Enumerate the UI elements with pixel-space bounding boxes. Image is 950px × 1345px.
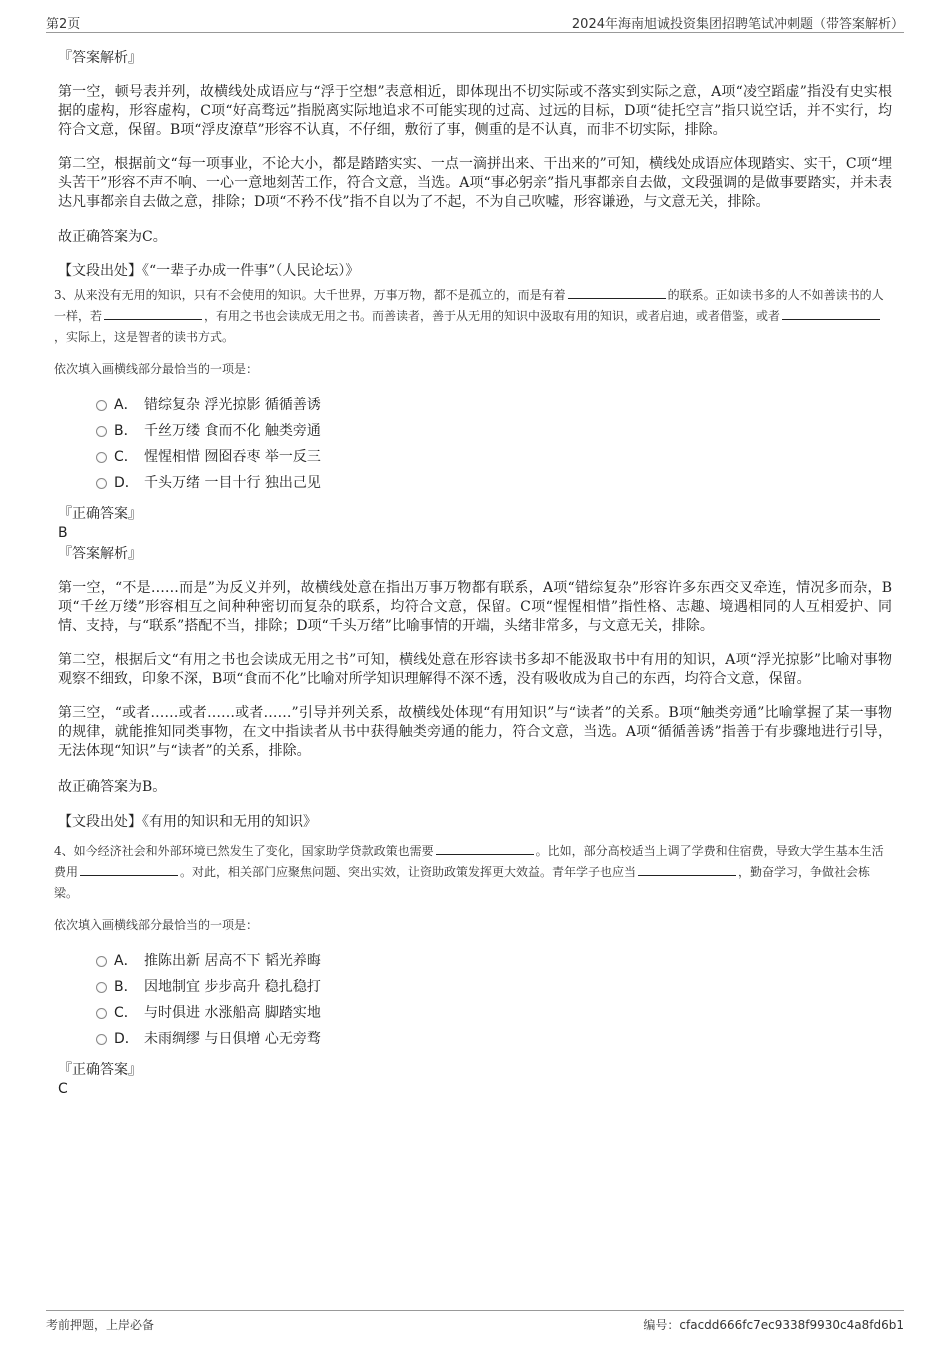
document-id: 编号：cfacdd666fc7ec9338f9930c4a8fd6b1: [643, 1318, 904, 1332]
radio-icon[interactable]: [96, 478, 107, 489]
question-prompt: 依次填入画横线部分最恰当的一项是：: [54, 918, 259, 932]
radio-icon[interactable]: [96, 1008, 107, 1019]
option-text: 未雨绸缪 与日俱增 心无旁骛: [144, 1031, 321, 1047]
page-header: [46, 10, 904, 33]
radio-icon[interactable]: [96, 1034, 107, 1045]
radio-icon[interactable]: [96, 426, 107, 437]
correct-answer: C: [58, 1081, 68, 1097]
option-list: [58, 948, 892, 1052]
stem-text: ，勤奋学习，争做社会栋梁。: [54, 865, 871, 900]
stem-text: 的联系。正如读书多的人不如善读书的人一样，若: [54, 288, 884, 323]
footer-slogan: 考前押题，上岸必备: [46, 1318, 155, 1332]
page-footer: [46, 1310, 904, 1335]
page-content: [54, 44, 892, 1098]
option-c[interactable]: C． 惺惺相惜 囫囵吞枣 举一反三: [58, 444, 892, 470]
option-b[interactable]: B． 因地制宜 步步高升 稳扎稳打: [58, 974, 892, 1000]
correct-answer: B: [58, 525, 68, 541]
option-a[interactable]: A． 错综复杂 浮光掠影 循循善诱: [58, 392, 892, 418]
option-text: 错综复杂 浮光掠影 循循善诱: [144, 397, 321, 413]
question-prompt: 依次填入画横线部分最恰当的一项是：: [54, 362, 259, 376]
option-text: 千头万绪 一目十行 独出己见: [144, 475, 321, 491]
radio-icon[interactable]: [96, 400, 107, 411]
stem-text: ，有用之书也会读成无用之书。而善读者，善于从无用的知识中汲取有用的知识，或者启迪，或者借鉴，或者: [204, 309, 781, 323]
stem-text: 。比如，部分高校适当上调了学费和住宿费，导致大学生基本生活费用: [54, 844, 884, 879]
option-text: 千丝万缕 食而不化 触类旁通: [144, 423, 321, 439]
option-d[interactable]: D． 未雨绸缪 与日俱增 心无旁骛: [58, 1026, 892, 1052]
source-citation: 【文段出处】《有用的知识和无用的知识》: [58, 814, 317, 830]
source-citation: 【文段出处】《“一辈子办成一件事”（人民论坛）》: [58, 263, 360, 279]
analysis-paragraph: 第一空，顿号表并列，故横线处成语应与“浮于空想”表意相近，即体现出不切实际或不落实到实际之意，A项“凌空蹈虚”指没有史实根据的虚构，形容虚构，C项“好高骛远”指脱离实际地追求不可能实现的过高、过远的目标，D项“徒托空言”指只说空话，并不实行，均符合文意，保留。B项“浮皮潦草”形容不认真，不仔细，敷衍了事，侧重的是不认真，而非不切实际，排除。: [58, 84, 892, 138]
option-c[interactable]: C． 与时俱进 水涨船高 脚踏实地: [58, 1000, 892, 1026]
option-text: 推陈出新 居高不下 韬光养晦: [144, 953, 321, 969]
option-b[interactable]: B． 千丝万缕 食而不化 触类旁通: [58, 418, 892, 444]
conclusion: 故正确答案为C。: [58, 229, 167, 245]
radio-icon[interactable]: [96, 982, 107, 993]
fill-blank: [638, 862, 736, 876]
stem-text: 。对此，相关部门应聚焦问题、突出实效，让资助政策发挥更大效益。青年学子也应当: [180, 865, 637, 879]
fill-blank: [104, 306, 202, 320]
fill-blank: [782, 306, 880, 320]
option-d[interactable]: D． 千头万绪 一目十行 独出己见: [58, 470, 892, 496]
question-stem: [54, 285, 892, 348]
option-text: 惺惺相惜 囫囵吞枣 举一反三: [144, 449, 321, 465]
fill-blank: [568, 285, 666, 299]
option-text: 因地制宜 步步高升 稳扎稳打: [144, 979, 321, 995]
stem-text: ，实际上，这是智者的读书方式。: [54, 330, 235, 344]
page-number: 第2页: [46, 17, 81, 32]
option-list: [58, 392, 892, 496]
analysis-paragraph: 第二空，根据后文“有用之书也会读成无用之书”可知，横线处意在形容读书多却不能汲取书中有用的知识，A项“浮光掠影”比喻对事物观察不细致，印象不深，B项“食而不化”比喻对所学知识理解得不深不透，没有吸收成为自己的东西，均符合文意，保留。: [58, 652, 892, 687]
fill-blank: [436, 841, 534, 855]
stem-text: 4、如今经济社会和外部环境已然发生了变化，国家助学贷款政策也需要: [54, 844, 434, 858]
conclusion: 故正确答案为B。: [58, 779, 167, 795]
correct-answer-label: 『正确答案』: [58, 506, 142, 522]
question-stem: [54, 841, 892, 904]
option-text: 与时俱进 水涨船高 脚踏实地: [144, 1005, 321, 1021]
analysis-label: 『答案解析』: [58, 50, 142, 66]
analysis-paragraph: 第二空，根据前文“每一项事业，不论大小，都是踏踏实实、一点一滴拼出来、干出来的”可知，横线处成语应体现踏实、实干，C项“埋头苦干”形容不声不响、一心一意地刻苦工作，符合文意，当选。A项“事必躬亲”指凡事都亲自去做，文段强调的是做事要踏实，并未表达凡事都亲自去做之意，排除；D项“不矜不伐”指不自以为了不起，不为自己吹嘘，形容谦逊，与文意无关，排除。: [58, 156, 892, 210]
analysis-paragraph: 第一空，“不是……而是”为反义并列，故横线处意在指出万事万物都有联系，A项“错综复杂”形容许多东西交叉牵连，情况多而杂，B项“千丝万缕”形容相互之间种种密切而复杂的联系，均符合文意，保留。C项“惺惺相惜”指性格、志趣、境遇相同的人互相爱护、同情、支持，与“联系”搭配不当，排除；D项“千头万绪”比喻事情的开端，头绪非常多，与文意无关，排除。: [58, 580, 892, 634]
radio-icon[interactable]: [96, 452, 107, 463]
radio-icon[interactable]: [96, 956, 107, 967]
correct-answer-label: 『正确答案』: [58, 1062, 142, 1078]
document-title: 2024年海南旭诚投资集团招聘笔试冲刺题（带答案解析）: [571, 17, 904, 32]
analysis-label: 『答案解析』: [58, 546, 142, 562]
fill-blank: [80, 862, 178, 876]
option-a[interactable]: A． 推陈出新 居高不下 韬光养晦: [58, 948, 892, 974]
stem-text: 3、从来没有无用的知识，只有不会使用的知识。大千世界，万事万物，都不是孤立的，而是有着: [54, 288, 566, 302]
analysis-paragraph: 第三空，“或者……或者……或者……”引导并列关系，故横线处体现“有用知识”与“读者”的关系。B项“触类旁通”比喻掌握了某一事物的规律，就能推知同类事物，在文中指读者从书中获得触类旁通的能力，符合文意，当选。A项“循循善诱”指善于有步骤地进行引导，无法体现“知识”与“读者”的关系，排除。: [58, 705, 892, 759]
